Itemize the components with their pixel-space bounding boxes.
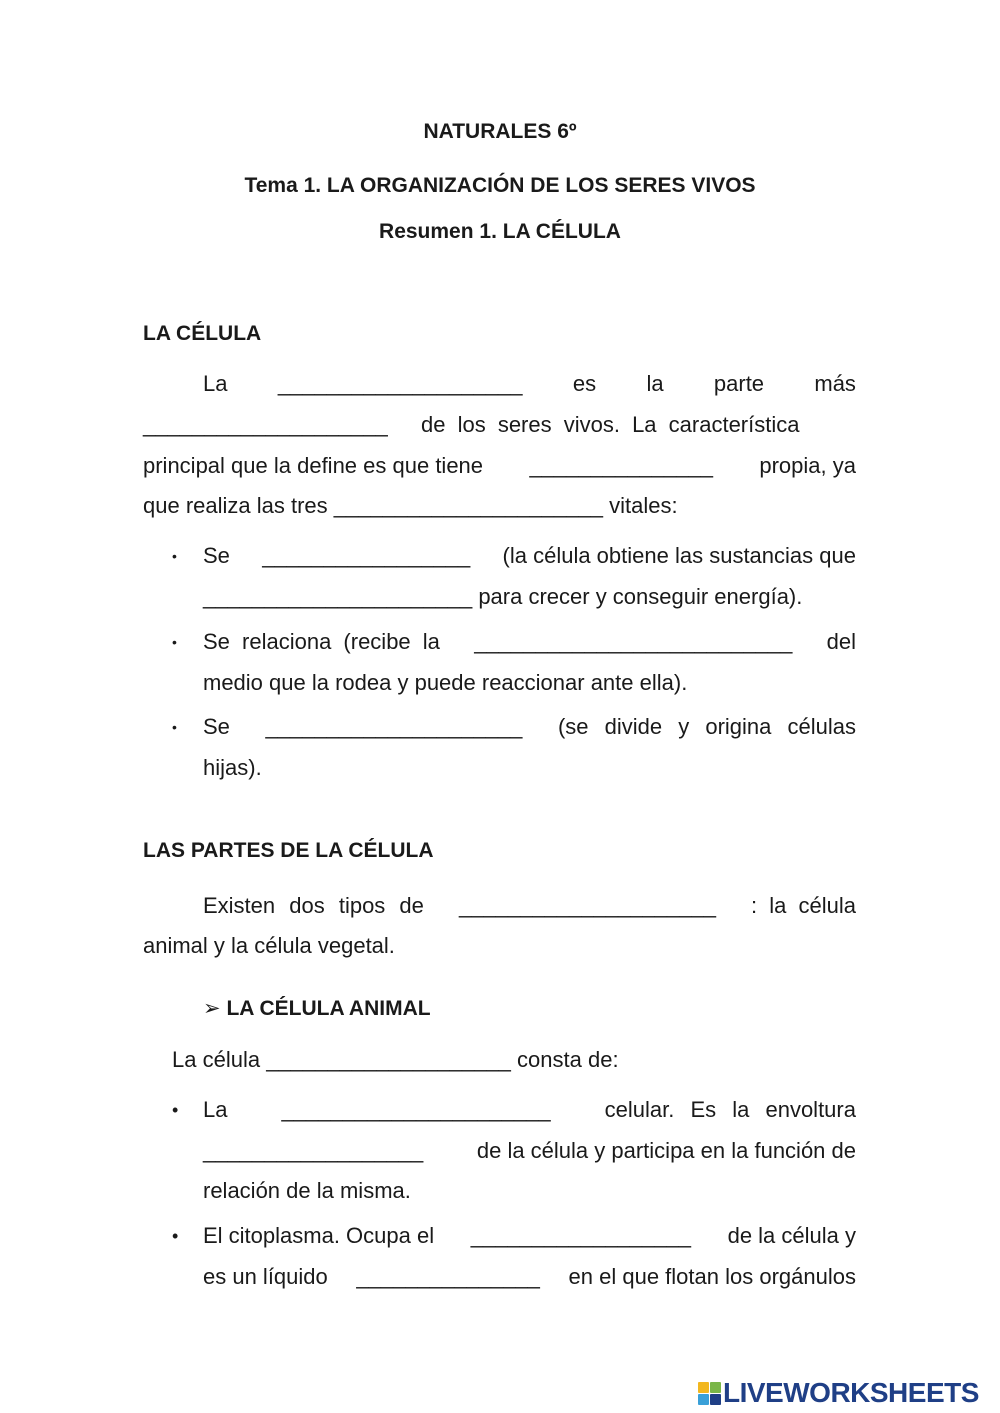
text: en el que flotan los orgánulos — [568, 1264, 856, 1289]
logo-text: LIVEWORKSHEETS — [723, 1377, 979, 1408]
arrow-icon: ➢ — [203, 997, 221, 1020]
blank-field[interactable]: _____________________ — [265, 714, 523, 739]
section-heading-cell: LA CÉLULA — [143, 322, 262, 345]
paragraph-line — [143, 892, 856, 920]
text: principal que la define es que tiene — [143, 453, 484, 478]
text: (la célula obtiene las sustancias que — [502, 543, 856, 568]
blank-field[interactable]: ______________________ — [203, 584, 473, 609]
text: celular. Es la envoltura — [604, 1097, 856, 1122]
paragraph-line-1 — [143, 370, 856, 398]
text: El citoplasma. Ocupa el — [203, 1223, 435, 1248]
bullet-line — [203, 1263, 856, 1291]
blank-field[interactable]: ____________________ — [266, 1047, 511, 1072]
bullet-line — [203, 542, 856, 570]
subheading — [203, 996, 431, 1021]
logo-square — [698, 1394, 709, 1405]
logo-square — [710, 1394, 721, 1405]
text: La — [203, 371, 228, 396]
bullet-line — [203, 1222, 856, 1250]
blank-field[interactable]: __________________________ — [474, 629, 793, 654]
bullet-icon: • — [172, 719, 177, 735]
text: Existen dos tipos de — [203, 893, 424, 918]
blank-field[interactable]: ____________________ — [277, 371, 523, 396]
logo-square — [710, 1382, 721, 1393]
text: del — [826, 629, 856, 654]
text: más — [814, 371, 856, 396]
text: es un líquido — [203, 1264, 328, 1289]
blank-field[interactable]: _____________________ — [459, 893, 716, 918]
blank-field[interactable]: ______________________ — [333, 493, 603, 518]
blank-field[interactable]: ____________________ — [143, 412, 388, 437]
paragraph-line: animal y la célula vegetal. — [143, 933, 395, 958]
blank-field[interactable]: _______________ — [356, 1264, 540, 1289]
blank-field[interactable]: ______________________ — [281, 1097, 551, 1122]
text: vitales: — [609, 493, 678, 518]
intro-line — [172, 1046, 885, 1074]
blank-field[interactable]: _______________ — [529, 453, 713, 478]
bullet-line — [203, 1137, 856, 1165]
paragraph-line-3 — [143, 452, 856, 480]
bullet-line: medio que la rodea y puede reaccionar ante ella). — [203, 670, 688, 695]
subheading-text: LA CÉLULA ANIMAL — [226, 997, 431, 1020]
section-heading-parts: LAS PARTES DE LA CÉLULA — [143, 839, 434, 862]
bullet-line — [203, 628, 856, 656]
text: consta de: — [517, 1047, 619, 1072]
bullet-line — [203, 713, 856, 741]
text: de la célula y — [727, 1223, 856, 1248]
blank-field[interactable]: _________________ — [262, 543, 471, 568]
text: que realiza las tres — [143, 493, 328, 518]
text: de los seres vivos. La característica — [421, 412, 800, 437]
bullet-icon: • — [172, 1226, 179, 1246]
bullet-icon: • — [172, 548, 177, 564]
text: propia, ya — [759, 453, 856, 478]
bullet-line — [203, 1096, 856, 1124]
document-subtitle: Tema 1. LA ORGANIZACIÓN DE LOS SERES VIVOS — [244, 174, 756, 197]
bullet-line — [203, 583, 856, 611]
paragraph-line-2 — [143, 411, 856, 439]
document-title: NATURALES 6º — [423, 120, 577, 143]
text: Se relaciona (recibe la — [203, 629, 440, 654]
blank-field[interactable]: __________________ — [203, 1138, 424, 1163]
text: La — [203, 1097, 228, 1122]
logo-square — [698, 1382, 709, 1393]
text: parte — [713, 371, 765, 396]
logo-mark-icon — [698, 1382, 721, 1405]
bullet-icon: • — [172, 634, 177, 650]
paragraph-line-4 — [143, 492, 856, 520]
summary-title: Resumen 1. LA CÉLULA — [379, 220, 621, 243]
text: : la célula — [751, 893, 856, 918]
text: es — [572, 371, 597, 396]
liveworksheets-logo — [698, 1378, 979, 1408]
text: Se — [203, 714, 230, 739]
text: de la célula y participa en la función de — [476, 1138, 856, 1163]
text: Se — [203, 543, 230, 568]
text: la — [646, 371, 664, 396]
bullet-line: relación de la misma. — [203, 1178, 411, 1203]
blank-field[interactable]: __________________ — [470, 1223, 691, 1248]
text — [421, 411, 856, 439]
text: para crecer y conseguir energía). — [478, 584, 803, 609]
text: La célula — [172, 1047, 261, 1072]
bullet-line: hijas). — [203, 755, 262, 780]
bullet-icon: • — [172, 1100, 179, 1120]
text: (se divide y origina células — [557, 714, 856, 739]
